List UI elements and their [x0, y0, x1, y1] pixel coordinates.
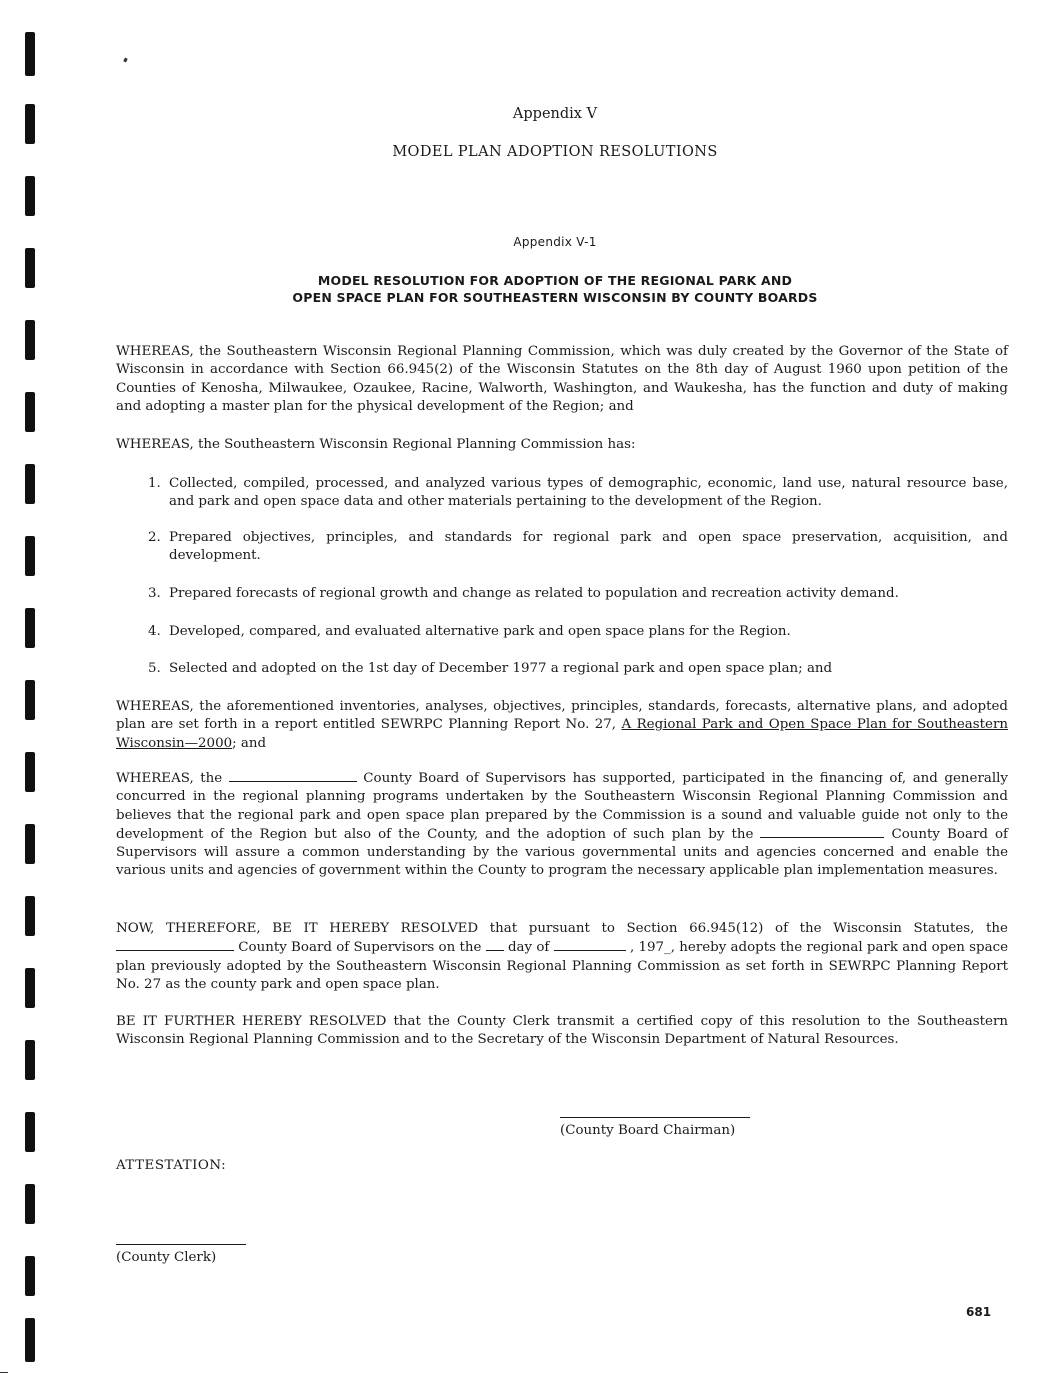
list-item: [148, 585, 1008, 603]
binding-mark: [25, 1184, 35, 1224]
day-blank[interactable]: [486, 938, 504, 951]
scan-mark: [0, 1372, 8, 1373]
county-name-blank[interactable]: [116, 938, 234, 951]
binding-mark: [25, 392, 35, 432]
binding-mark: [25, 680, 35, 720]
binding-mark: [25, 752, 35, 792]
list-item-text: Developed, compared, and evaluated alternative park and open space plans for the Region.: [169, 624, 791, 639]
resolution-title: [0, 272, 1060, 306]
page-number: 681: [966, 1305, 992, 1319]
resolved-paragraph: [116, 920, 1008, 994]
binding-mark: [25, 320, 35, 360]
binding-mark: [25, 464, 35, 504]
resolution-title-line: OPEN SPACE PLAN FOR SOUTHEASTERN WISCONSIN BY COUNTY BOARDS: [292, 290, 818, 305]
list-item-number: 1.: [148, 476, 161, 491]
list-item-number: 4.: [148, 624, 161, 639]
list-item-text: Selected and adopted on the 1st day of December 1977 a regional park and open space plan; and: [169, 661, 833, 676]
document-title: MODEL PLAN ADOPTION RESOLUTIONS: [392, 144, 718, 160]
county-name-blank[interactable]: [229, 769, 357, 782]
binding-mark: [25, 176, 35, 216]
resolution-title-line: MODEL RESOLUTION FOR ADOPTION OF THE REGIONAL PARK AND: [317, 273, 793, 288]
paragraph-text: day of: [507, 940, 550, 956]
paragraph-text: WHEREAS, the: [116, 771, 223, 786]
list-item-text: Prepared forecasts of regional growth and change as related to population and recreation activity demand.: [169, 586, 899, 601]
appendix-title: Appendix V: [512, 106, 598, 122]
binding-mark: [25, 1318, 35, 1362]
paragraph-text: NOW, THEREFORE, BE IT HEREBY RESOLVED that pursuant to Section 66.945(12) of the Wisconsin Statutes, the: [116, 921, 1008, 936]
paragraph-text: County Board of Supervisors has supported, participated in the financing of, and generally concurred in the regional planning programs undertaken by the Southeastern Wisconsin Regional Planning Commission and believes that the regional park and open space plan prepared by the Commission is a sound and valuable guide not only to the development of the Region but also of the County, and the adoption of such plan by the: [116, 771, 1008, 842]
report-title: A Regional Park and Open Space Plan for Southeastern Wisconsin—2000: [116, 717, 1008, 751]
whereas-paragraph: [116, 698, 1008, 753]
list-item: [148, 529, 1008, 566]
binding-mark: [25, 608, 35, 648]
county-name-blank[interactable]: [760, 825, 884, 838]
sub-appendix-title: Appendix V-1: [513, 235, 597, 249]
whereas-paragraph: WHEREAS, the Southeastern Wisconsin Regional Planning Commission has:: [116, 437, 636, 452]
chairman-signature-label: (County Board Chairman): [560, 1123, 736, 1138]
month-blank[interactable]: [554, 938, 626, 951]
list-item-text: Prepared objectives, principles, and standards for regional park and open space preservation, acquisition, and development.: [169, 530, 1008, 564]
scan-speck: [123, 58, 127, 63]
binding-mark: [25, 968, 35, 1008]
paragraph-text: County Board of Supervisors will assure a common understanding by the various governmental units and agencies concerned and enable the various units and agencies of government within the County to program the necessary applicable plan implementation measures.: [116, 826, 1008, 879]
list-item-text: Collected, compiled, processed, and analyzed various types of demographic, economic, land use, natural resource base, and park and open space data and other materials pertaining to the development of the Region.: [169, 476, 1008, 510]
attestation-label: ATTESTATION:: [116, 1158, 227, 1173]
list-item: [148, 475, 1008, 512]
binding-mark: [25, 536, 35, 576]
clerk-signature-label: (County Clerk): [116, 1250, 217, 1265]
chairman-signature-line[interactable]: [560, 1117, 750, 1118]
paragraph-text: ; and: [232, 735, 267, 751]
binding-mark: [25, 1040, 35, 1080]
binding-mark: [25, 824, 35, 864]
paragraph-text: County Board of Supervisors on the: [238, 940, 482, 956]
clerk-signature-line[interactable]: [116, 1244, 246, 1245]
list-item: [148, 623, 1008, 641]
paragraph-text: , 197_, hereby adopts the regional park and open space plan previously adopted by the Southeastern Wisconsin Regional Planning Commission as set forth in SEWRPC Planning Report No. 27 as the county park and open space plan.: [116, 940, 1008, 992]
binding-mark: [25, 32, 35, 76]
paragraph-text: WHEREAS, the aforementioned inventories, analyses, objectives, principles, standards, forecasts, alternative plans, and adopted plan are set forth in a report entitled SEWRPC Planning Report No. 27,: [116, 699, 1008, 733]
list-item: [148, 660, 1008, 678]
list-item-number: 2.: [148, 530, 161, 545]
whereas-paragraph: WHEREAS, the Southeastern Wisconsin Regional Planning Commission, which was duly created by the Governor of the State of Wisconsin in accordance with Section 66.945(2) of the Wisconsin Statutes on the 8th day of August 1960 upon petition of the Counties of Kenosha, Milwaukee, Ozaukee, Racine, Walworth, Washington, and Waukesha, has the function and duty of making and adopting a master plan for the physical development of the Region; and: [116, 344, 1008, 414]
binding-mark: [25, 896, 35, 936]
whereas-paragraph: [116, 769, 1008, 881]
resolved-paragraph: BE IT FURTHER HEREBY RESOLVED that the County Clerk transmit a certified copy of this resolution to the Southeastern Wisconsin Regional Planning Commission and to the Secretary of the Wisconsin Department of Natural Resources.: [116, 1014, 1008, 1048]
list-item-number: 5.: [148, 661, 161, 676]
list-item-number: 3.: [148, 586, 161, 601]
binding-mark: [25, 1112, 35, 1152]
binding-mark: [25, 1256, 35, 1296]
